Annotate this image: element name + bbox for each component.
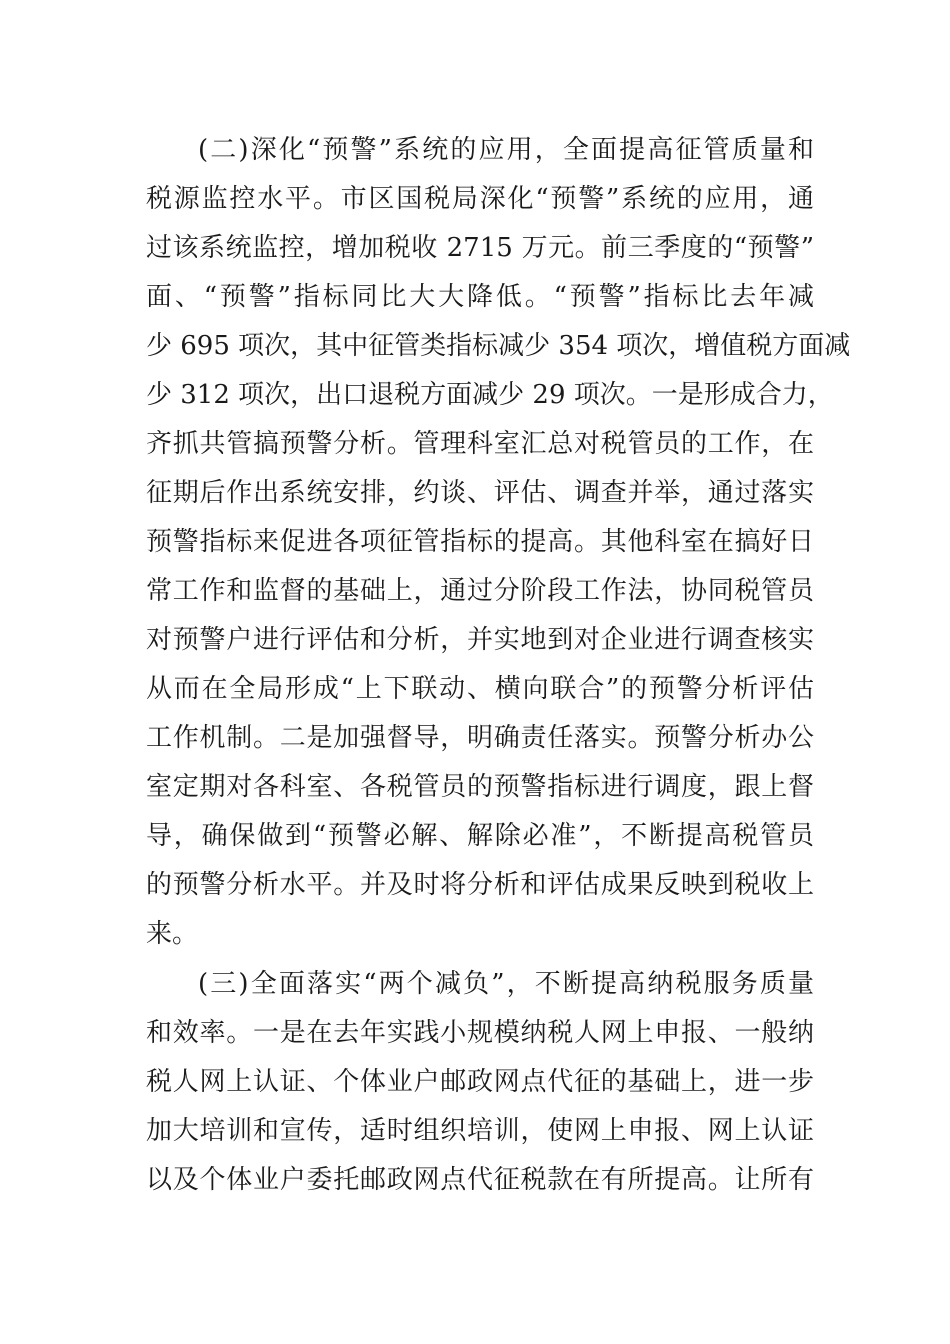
text-line: 导，确保做到“预警必解、解除必准”，不断提高税管员 xyxy=(146,821,814,851)
paragraph-section-3 xyxy=(146,960,814,1205)
text-line: 以及个体业户委托邮政网点代征税款在有所提高。让所有 xyxy=(146,1165,814,1195)
text-line: 面、“预警”指标同比大大降低。“预警”指标比去年减 xyxy=(146,282,814,312)
text-line: 常工作和监督的基础上，通过分阶段工作法，协同税管员 xyxy=(146,576,814,606)
text-line: (三)全面落实“两个减负”，不断提高纳税服务质量 xyxy=(198,969,814,999)
text-line: 过该系统监控，增加税收 2715 万元。前三季度的“预警” xyxy=(146,233,814,263)
text-line: 少 695 项次，其中征管类指标减少 354 项次，增值税方面减 xyxy=(146,331,851,361)
text-line: 来。 xyxy=(146,919,199,949)
text-line: 和效率。一是在去年实践小规模纳税人网上申报、一般纳 xyxy=(146,1018,814,1048)
text-line: 税人网上认证、个体业户邮政网点代征的基础上，进一步 xyxy=(146,1067,814,1097)
text-line: 对预警户进行评估和分析，并实地到对企业进行调查核实 xyxy=(146,625,814,655)
paragraph-section-2 xyxy=(146,126,851,959)
text-line: 齐抓共管搞预警分析。管理科室汇总对税管员的工作，在 xyxy=(146,429,814,459)
text-line: 工作机制。二是加强督导，明确责任落实。预警分析办公 xyxy=(146,723,814,753)
text-line: 预警指标来促进各项征管指标的提高。其他科室在搞好日 xyxy=(146,527,814,557)
text-line: (二)深化“预警”系统的应用，全面提高征管质量和 xyxy=(198,135,814,165)
text-line: 少 312 项次，出口退税方面减少 29 项次。一是形成合力， xyxy=(146,380,834,410)
text-line: 税源监控水平。市区国税局深化“预警”系统的应用，通 xyxy=(146,184,814,214)
text-line: 的预警分析水平。并及时将分析和评估成果反映到税收上 xyxy=(146,870,814,900)
text-line: 室定期对各科室、各税管员的预警指标进行调度，跟上督 xyxy=(146,772,814,802)
text-line: 征期后作出系统安排，约谈、评估、调查并举，通过落实 xyxy=(146,478,814,508)
text-line: 从而在全局形成“上下联动、横向联合”的预警分析评估 xyxy=(146,674,814,704)
text-line: 加大培训和宣传，适时组织培训，使网上申报、网上认证 xyxy=(146,1116,814,1146)
